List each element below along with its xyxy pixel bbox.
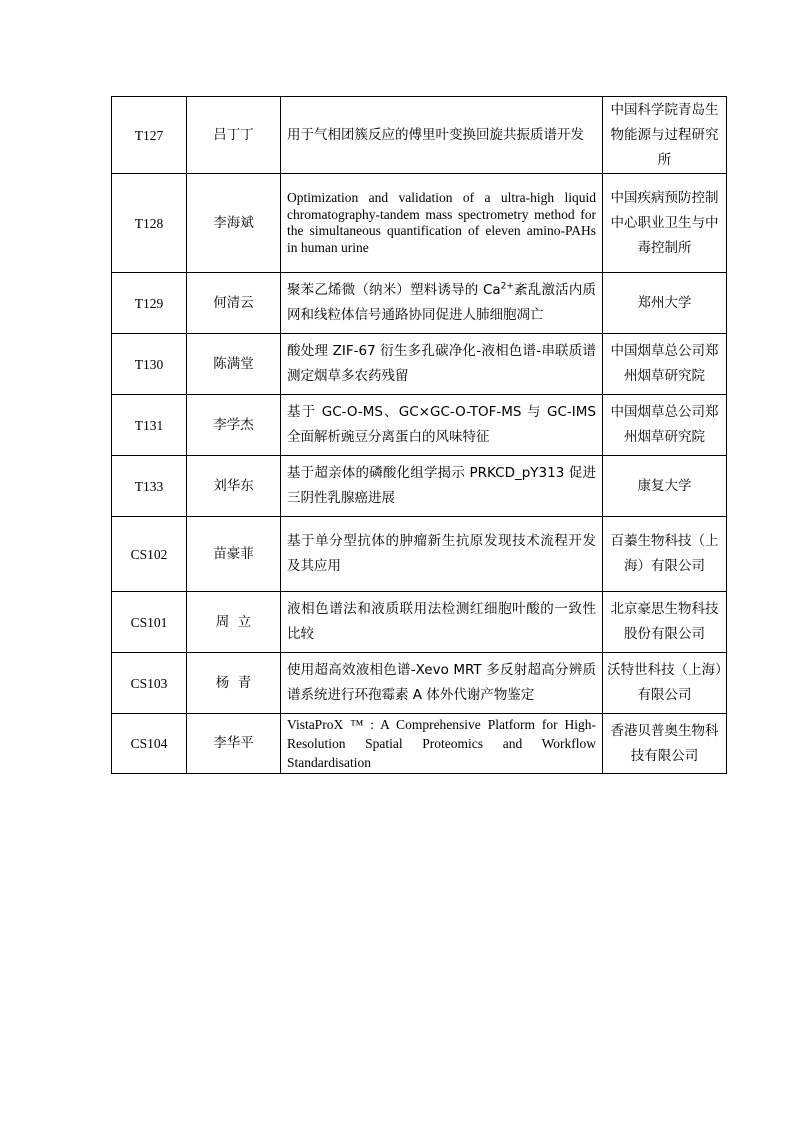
table-row: [112, 174, 727, 273]
affiliation: 康复大学: [603, 456, 727, 517]
table-row: [112, 334, 727, 395]
speaker-name: 杨 青: [187, 653, 281, 714]
report-title: Optimization and validation of a ultra-high liquid chromatography-tandem mass spectrometry method for the simultaneous quantification of eleven amino-PAHs in human urine: [281, 174, 603, 273]
report-title: 用于气相团簇反应的傅里叶变换回旋共振质谱开发: [281, 97, 603, 174]
report-code: T128: [112, 174, 187, 273]
table-row: [112, 714, 727, 774]
report-title: [281, 273, 603, 334]
affiliation: 香港贝普奥生物科技有限公司: [603, 714, 727, 774]
report-code: T133: [112, 456, 187, 517]
affiliation: 中国科学院青岛生物能源与过程研究所: [603, 97, 727, 174]
program-table: [111, 96, 727, 774]
table-row: [112, 395, 727, 456]
speaker-name: 李海斌: [187, 174, 281, 273]
report-title: 基于 GC-O-MS、GC×GC-O-TOF-MS 与 GC-IMS 全面解析豌豆分离蛋白的风味特征: [281, 395, 603, 456]
affiliation: 中国烟草总公司郑州烟草研究院: [603, 334, 727, 395]
speaker-name: 陈满堂: [187, 334, 281, 395]
report-code: T131: [112, 395, 187, 456]
affiliation: 中国疾病预防控制中心职业卫生与中毒控制所: [603, 174, 727, 273]
speaker-name: 李华平: [187, 714, 281, 774]
affiliation: 中国烟草总公司郑州烟草研究院: [603, 395, 727, 456]
affiliation: 郑州大学: [603, 273, 727, 334]
report-title: 基于超亲体的磷酸化组学揭示 PRKCD_pY313 促进三阴性乳腺癌进展: [281, 456, 603, 517]
table-row: [112, 273, 727, 334]
table-row: [112, 592, 727, 653]
table-row: [112, 97, 727, 174]
table-row: [112, 456, 727, 517]
speaker-name: 何清云: [187, 273, 281, 334]
table-row: [112, 517, 727, 592]
affiliation: 百蓁生物科技（上海）有限公司: [603, 517, 727, 592]
report-code: CS103: [112, 653, 187, 714]
affiliation: 北京豪思生物科技股份有限公司: [603, 592, 727, 653]
report-code: T130: [112, 334, 187, 395]
speaker-name: 刘华东: [187, 456, 281, 517]
report-code: CS102: [112, 517, 187, 592]
report-title: 使用超高效液相色谱-Xevo MRT 多反射超高分辨质谱系统进行环孢霉素 A 体外代谢产物鉴定: [281, 653, 603, 714]
speaker-name: 苗豪菲: [187, 517, 281, 592]
report-code: T127: [112, 97, 187, 174]
superscript-charge: 2+: [500, 281, 514, 292]
report-code: CS101: [112, 592, 187, 653]
report-title-part: 紊乱激活内质网和线粒体信号通路协同促进人肺细胞凋亡: [287, 282, 596, 323]
speaker-name: 李学杰: [187, 395, 281, 456]
table-row: [112, 653, 727, 714]
report-code: T129: [112, 273, 187, 334]
report-code: CS104: [112, 714, 187, 774]
report-title: 基于单分型抗体的肿瘤新生抗原发现技术流程开发及其应用: [281, 517, 603, 592]
report-title: 液相色谱法和液质联用法检测红细胞叶酸的一致性比较: [281, 592, 603, 653]
affiliation: 沃特世科技（上海）有限公司: [603, 653, 727, 714]
report-title: 酸处理 ZIF-67 衍生多孔碳净化-液相色谱-串联质谱测定烟草多农药残留: [281, 334, 603, 395]
report-title-part: 聚苯乙烯微（纳米）塑料诱导的 Ca: [287, 282, 501, 298]
report-title: VistaProX ™ : A Comprehensive Platform for High-Resolution Spatial Proteomics and Workflow Standardisation: [281, 714, 603, 774]
speaker-name: 周 立: [187, 592, 281, 653]
speaker-name: 吕丁丁: [187, 97, 281, 174]
